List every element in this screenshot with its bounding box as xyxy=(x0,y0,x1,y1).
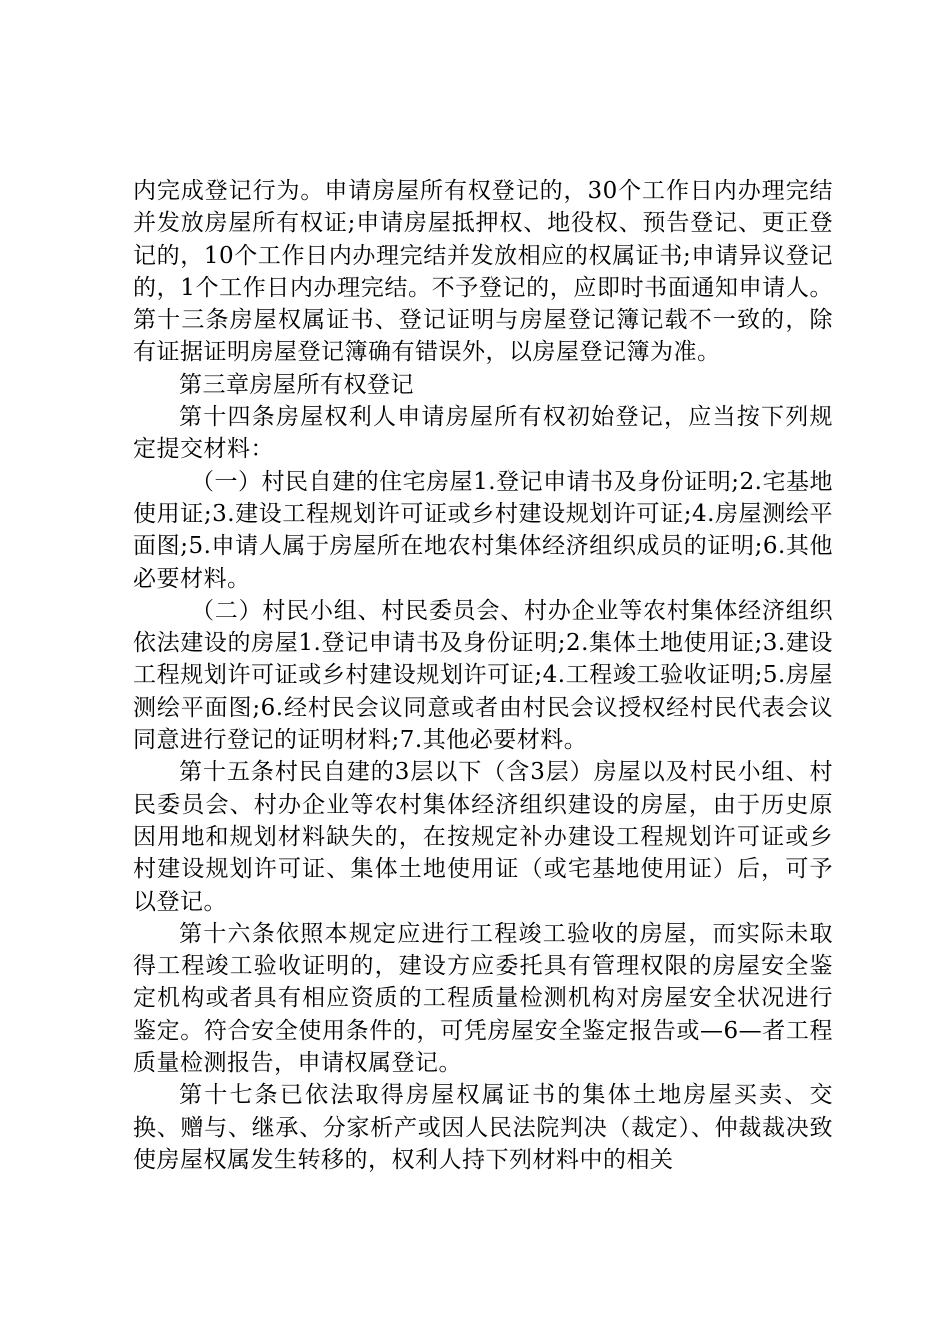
article-17-paragraph: 第十七条已依法取得房屋权属证书的集体土地房屋买卖、交换、赠与、继承、分家析产或因人民法院判决（裁定）、仲裁裁决致使房屋权属发生转移的，权利人持下列材料中的相关 xyxy=(133,1082,833,1173)
item-2-paragraph: （二）村民小组、村民委员会、村办企业等农村集体经济组织依法建设的房屋1.登记申请书及身份证明;2.集体土地使用证;3.建设工程规划许可证或乡村建设规划许可证;4.工程竣工验收证明;5.房屋测绘平面图;6.经村民会议同意或者由村民会议授权经村民代表会议同意进行登记的证明材料;7.其他必要材料。 xyxy=(133,597,833,754)
article-15-paragraph: 第十五条村民自建的3层以下（含3层）房屋以及村民小组、村民委员会、村办企业等农村集体经济组织建设的房屋，由于历史原因用地和规划材料缺失的，在按规定补办建设工程规划许可证或乡村建设规划许可证、集体土地使用证（或宅基地使用证）后，可予以登记。 xyxy=(133,759,833,915)
document-page xyxy=(133,175,833,1176)
chapter-heading: 第三章房屋所有权登记 xyxy=(179,371,414,398)
paragraph-continuation: 内完成登记行为。申请房屋所有权登记的，30个工作日内办理完结并发放房屋所有权证;申请房屋抵押权、地役权、预告登记、更正登记的，10个工作日内办理完结并发放相应的权属证书;申请异议登记的，1个工作日内办理完结。不予登记的，应即时书面通知申请人。第十三条房屋权属证书、登记证明与房屋登记簿记载不一致的，除有证据证明房屋登记簿确有错误外，以房屋登记簿为准。 xyxy=(133,178,833,366)
article-14-paragraph: 第十四条房屋权利人申请房屋所有权初始登记，应当按下列规定提交材料： xyxy=(133,404,833,463)
article-16-paragraph: 第十六条依照本规定应进行工程竣工验收的房屋，而实际未取得工程竣工验收证明的，建设方应委托具有管理权限的房屋安全鉴定机构或者具有相应资质的工程质量检测机构对房屋安全状况进行鉴定。符合安全使用条件的，可凭房屋安全鉴定报告或—6—者工程质量检测报告，申请权属登记。 xyxy=(133,920,833,1077)
item-1-paragraph: （一）村民自建的住宅房屋1.登记申请书及身份证明;2.宅基地使用证;3.建设工程规划许可证或乡村建设规划许可证;4.房屋测绘平面图;5.申请人属于房屋所在地农村集体经济组织成员的证明;6.其他必要材料。 xyxy=(133,468,833,592)
